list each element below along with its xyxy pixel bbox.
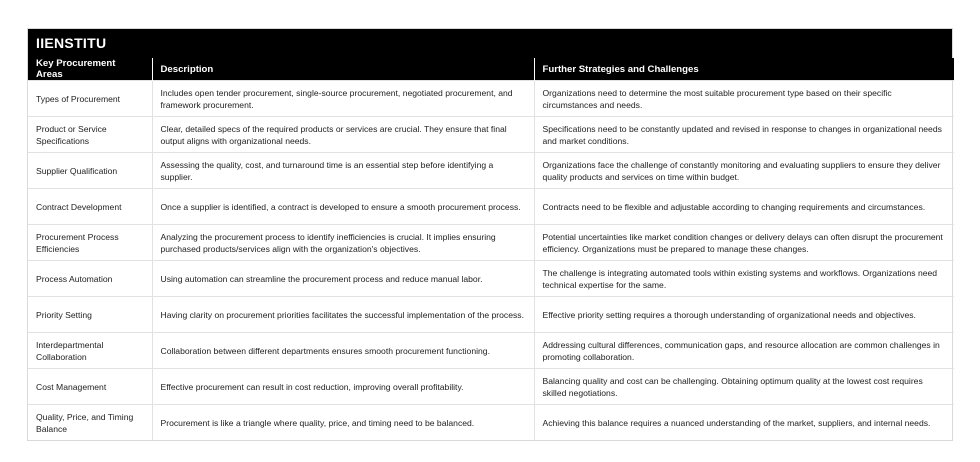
cell-description: Clear, detailed specs of the required products or services are crucial. They ensure that final output aligns with organizational needs. [152,117,534,153]
cell-description: Effective procurement can result in cost reduction, improving overall profitability. [152,369,534,405]
cell-description: Assessing the quality, cost, and turnaround time is an essential step before identifying a supplier. [152,153,534,189]
cell-strategy: Potential uncertainties like market condition changes or delivery delays can often disrupt the procurement efficiency. Organizations must be prepared to manage these changes. [534,225,954,261]
cell-description: Having clarity on procurement priorities facilitates the successful implementation of the process. [152,297,534,333]
table-row [28,369,954,405]
cell-area: Cost Management [28,369,152,405]
table-row [28,261,954,297]
cell-strategy: Specifications need to be constantly updated and revised in response to changes in organizational needs and market conditions. [534,117,954,153]
table-row [28,225,954,261]
cell-area: Process Automation [28,261,152,297]
cell-area: Priority Setting [28,297,152,333]
procurement-table-card [27,28,953,441]
procurement-table [28,58,954,440]
cell-area: Interdepartmental Collaboration [28,333,152,369]
header-strategies: Further Strategies and Challenges [534,58,954,81]
cell-area: Types of Procurement [28,81,152,117]
cell-strategy: Organizations face the challenge of constantly monitoring and evaluating suppliers to ensure they deliver quality products and services on time within budget. [534,153,954,189]
table-row [28,189,954,225]
cell-description: Includes open tender procurement, single-source procurement, negotiated procurement, and framework procurement. [152,81,534,117]
cell-strategy: Balancing quality and cost can be challenging. Obtaining optimum quality at the lowest cost requires skilled negotiations. [534,369,954,405]
cell-area: Contract Development [28,189,152,225]
cell-strategy: Effective priority setting requires a thorough understanding of organizational needs and objectives. [534,297,954,333]
cell-area: Quality, Price, and Timing Balance [28,405,152,441]
cell-strategy: Organizations need to determine the most suitable procurement type based on their specific circumstances and needs. [534,81,954,117]
table-row [28,81,954,117]
header-row [28,58,954,81]
brand-title: IIENSTITU [28,29,952,58]
cell-description: Once a supplier is identified, a contract is developed to ensure a smooth procurement process. [152,189,534,225]
cell-description: Collaboration between different departments ensures smooth procurement functioning. [152,333,534,369]
table-row [28,297,954,333]
cell-description: Analyzing the procurement process to identify inefficiencies is crucial. It implies ensuring purchased products/services align with the organization's objectives. [152,225,534,261]
header-key-areas: Key Procurement Areas [28,58,152,81]
table-row [28,153,954,189]
table-row [28,333,954,369]
cell-strategy: Contracts need to be flexible and adjustable according to changing requirements and circumstances. [534,189,954,225]
cell-description: Using automation can streamline the procurement process and reduce manual labor. [152,261,534,297]
cell-strategy: Achieving this balance requires a nuanced understanding of the market, suppliers, and internal needs. [534,405,954,441]
cell-area: Product or Service Specifications [28,117,152,153]
cell-area: Supplier Qualification [28,153,152,189]
cell-description: Procurement is like a triangle where quality, price, and timing need to be balanced. [152,405,534,441]
table-row [28,117,954,153]
header-description: Description [152,58,534,81]
cell-strategy: The challenge is integrating automated tools within existing systems and workflows. Organizations need technical expertise for the same. [534,261,954,297]
cell-area: Procurement Process Efficiencies [28,225,152,261]
table-row [28,405,954,441]
cell-strategy: Addressing cultural differences, communication gaps, and resource allocation are common challenges in promoting collaboration. [534,333,954,369]
